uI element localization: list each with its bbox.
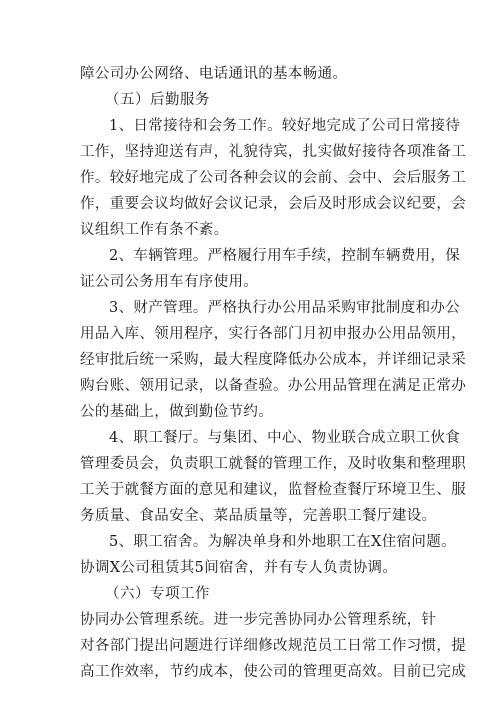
body-text-line: 证公司公务用车有序使用。 [80,274,259,290]
body-text-line: 作。较好地完成了公司各种会议的会前、会中、会后服务工 [80,170,467,186]
body-text-line: 1、日常接待和会务工作。较好地完成了公司日常接待 [109,118,461,134]
body-text-line: 协同办公管理系统。进一步完善协同办公管理系统，针 [80,612,437,628]
body-text-line: 议组织工作有条不紊。 [80,222,229,238]
section-heading-logistics: （五）后勤服务 [105,92,210,108]
body-text-line: 管理委员会，负责职工就餐的管理工作，及时收集和整理职 [80,456,467,472]
body-text-line: 用品入库、领用程序，实行各部门月初申报办公用品领用， [80,326,467,342]
body-text-line: 务质量、食品安全、菜品质量等，完善职工餐厅建设。 [80,508,437,524]
body-text-line: 作，重要会议均做好会议记录，会后及时形成会议纪要，会 [80,196,467,212]
body-text-line: 经审批后统一采购，最大程度降低办公成本，并详细记录采 [80,352,467,368]
body-text-line: 对各部门提出问题进行详细修改规范员工日常工作习惯，提 [80,638,467,654]
body-text-line: 障公司办公网络、电话通讯的基本畅通。 [80,66,348,82]
body-text-line: 购台账、领用记录，以备查验。办公用品管理在满足正常办 [80,378,467,394]
body-text-line: 4、职工餐厅。与集团、中心、物业联合成立职工伙食 [109,430,461,446]
body-text-line: 工关于就餐方面的意见和建议，监督检查餐厅环境卫生、服 [80,482,467,498]
section-heading-special-projects: （六）专项工作 [105,586,210,602]
body-text-line: 2、车辆管理。严格履行用车手续，控制车辆费用，保 [109,248,461,264]
body-text-line: 协调X公司租赁其5间宿舍，并有专人负责协调。 [80,560,398,576]
body-text-line: 公的基础上，做到勤俭节约。 [80,404,274,420]
body-text-line: 工作，坚持迎送有声，礼貌待宾，扎实做好接待各项准备工 [80,144,467,160]
body-text-line: 5、职工宿舍。为解决单身和外地职工在X住宿问题。 [109,534,456,550]
body-text-line: 高工作效率，节约成本，使公司的管理更高效。目前已完成 [80,664,467,680]
body-text-line: 3、财产管理。严格执行办公用品采购审批制度和办公 [109,300,461,316]
